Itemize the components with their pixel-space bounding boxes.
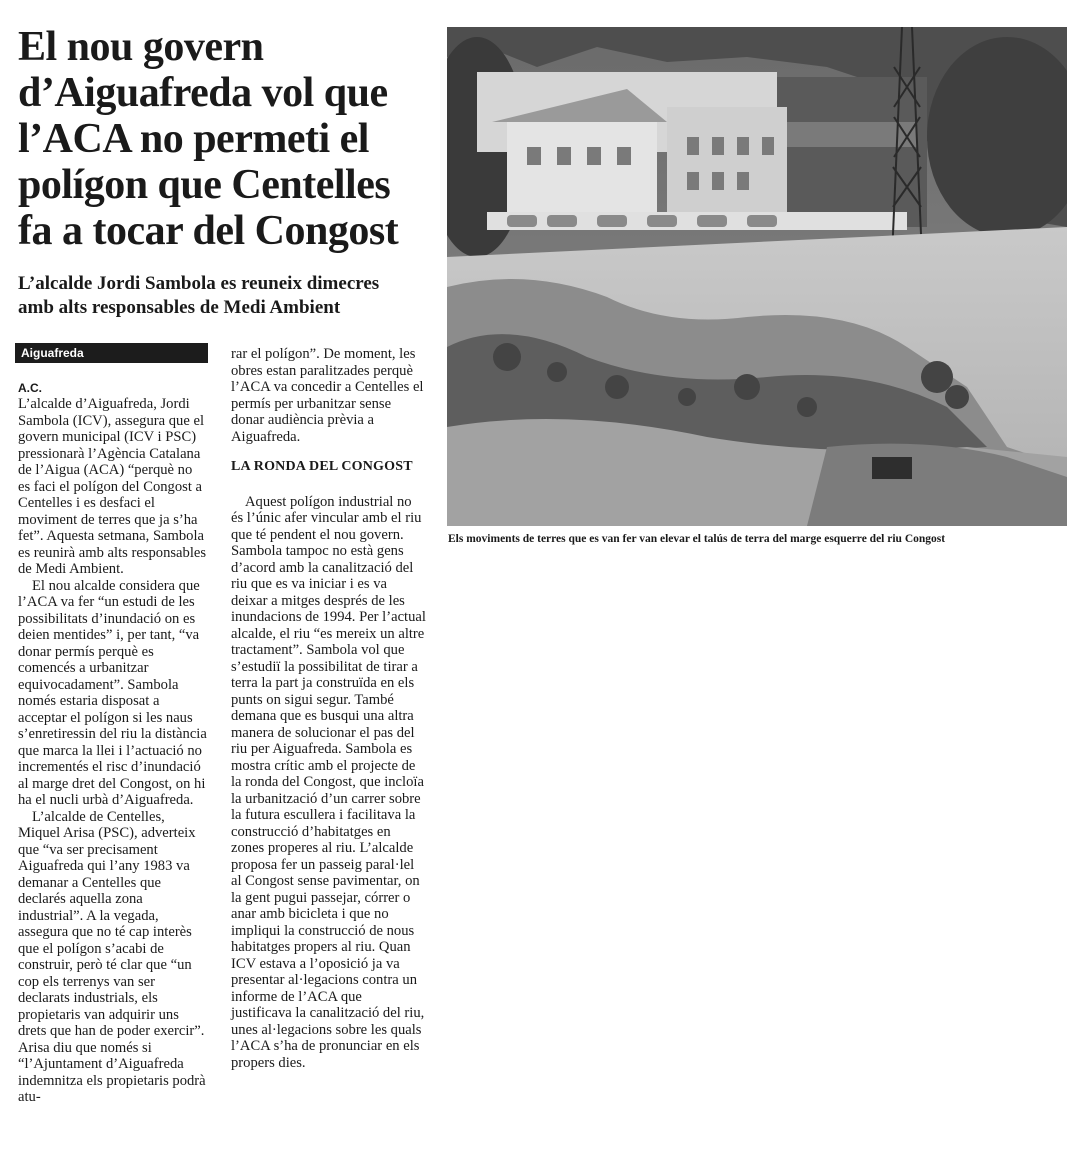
- section-subtitle: LA RONDA DEL CONGOST: [231, 459, 413, 474]
- byline: A.C.: [18, 381, 42, 395]
- photo-caption: Els moviments de terres que es van fer van elevar el talús de terra del marge esquerre del riu Congost: [448, 533, 946, 545]
- photo-illustration: [447, 27, 1067, 526]
- paragraph-continuation: rar el polígon”. De moment, les obres estan paralitzades perquè l’ACA va concedir a Centelles el permís per urbanitzar sense donar audiència prèvia a Aiguafreda.: [231, 346, 424, 445]
- subhead: L’alcalde Jordi Sambola es reuneix dimecres amb alts responsables de Medi Ambient: [18, 273, 380, 318]
- headline: El nou govern d’Aiguafreda vol que l’ACA no permeti el polígon que Centelles fa a tocar del Congost: [18, 24, 399, 254]
- paragraph-1: L’alcalde d’Aiguafreda, Jordi Sambola (ICV), assegura que el govern municipal (ICV i PSC) pressionarà l’Agència Catalana de l’Aigua (ACA) “perquè no es faci el polígon del Congost a Centelles i es desfaci el moviment de terres que ja s’ha fet”. Aquesta setmana, Sambola es reunirà amb alts responsables de Medi Ambient.: [18, 396, 207, 577]
- news-photo: [447, 27, 1067, 526]
- article-column-2: [231, 346, 426, 1071]
- paragraph-3: L’alcalde de Centelles, Miquel Arisa (PSC), adverteix que “va ser precisament Aiguafreda qui l’any 1983 va demanar a Centelles que declarés aquella zona industrial”. A la vegada, assegura que no té cap interès que el polígon s’acabi de construir, però té clar que “un cop els terrenys van ser declarats industrials, els propietaris van adquirir uns drets que han de poder exercir”. Arisa diu que només si “l’Ajuntament d’Aiguafreda indemnitza els propietaris podrà atu-: [18, 808, 206, 1105]
- paragraph-4: Aquest polígon industrial no és l’únic afer vincular amb el riu que té pendent el nou govern. Sambola tampoc no està gens d’acord amb la canalització del riu que es va iniciar i es va deixar a mitges després de les inundacions de 1994. Per l’actual alcalde, el riu “es mereix un altre tractament”. Sambola vol que s’estudiï la possibilitat de tirar a terra la part ja construïda en els punts on sigui segur. També demana que es busqui una altra manera de solucionar el pas del riu per Aiguafreda. Sambola es mostra crític amb el projecte de la ronda del Congost, que incloïa la urbanització d’un carrer sobre la futura escullera i facilitava la construcció d’habitatges en zones properes al riu. L’alcalde proposa fer un passeig paral·lel al Congost sense pavimentar, on la gent pugui passejar, córrer o anar amb bicicleta i que no impliqui la construcció de nous habitatges propers al riu. Quan ICV estava a l’oposició ja va presentar al·legacions contra un informe de l’ACA que justificava la canalització del riu, unes al·legacions sobre les quals l’ACA s’ha de pronunciar en els propers dies.: [231, 493, 426, 1071]
- article-column-1: [18, 380, 208, 1106]
- section-tag: Aiguafreda: [21, 346, 84, 360]
- section-bar: [15, 343, 208, 363]
- paragraph-2: El nou alcalde considera que l’ACA va fer “un estudi de les possibilitats d’inundació on es deien mentides” i, per tant, “va donar permís perquè es comencés a urbanitzar equivocadament”. Sambola només estaria disposat a acceptar el polígon si les naus s’enretiressin del riu la distància que marca la llei i l’actuació no incrementés el risc d’inundació al marge dret del Congost, on hi ha el nucli urbà d’Aiguafreda.: [18, 577, 207, 808]
